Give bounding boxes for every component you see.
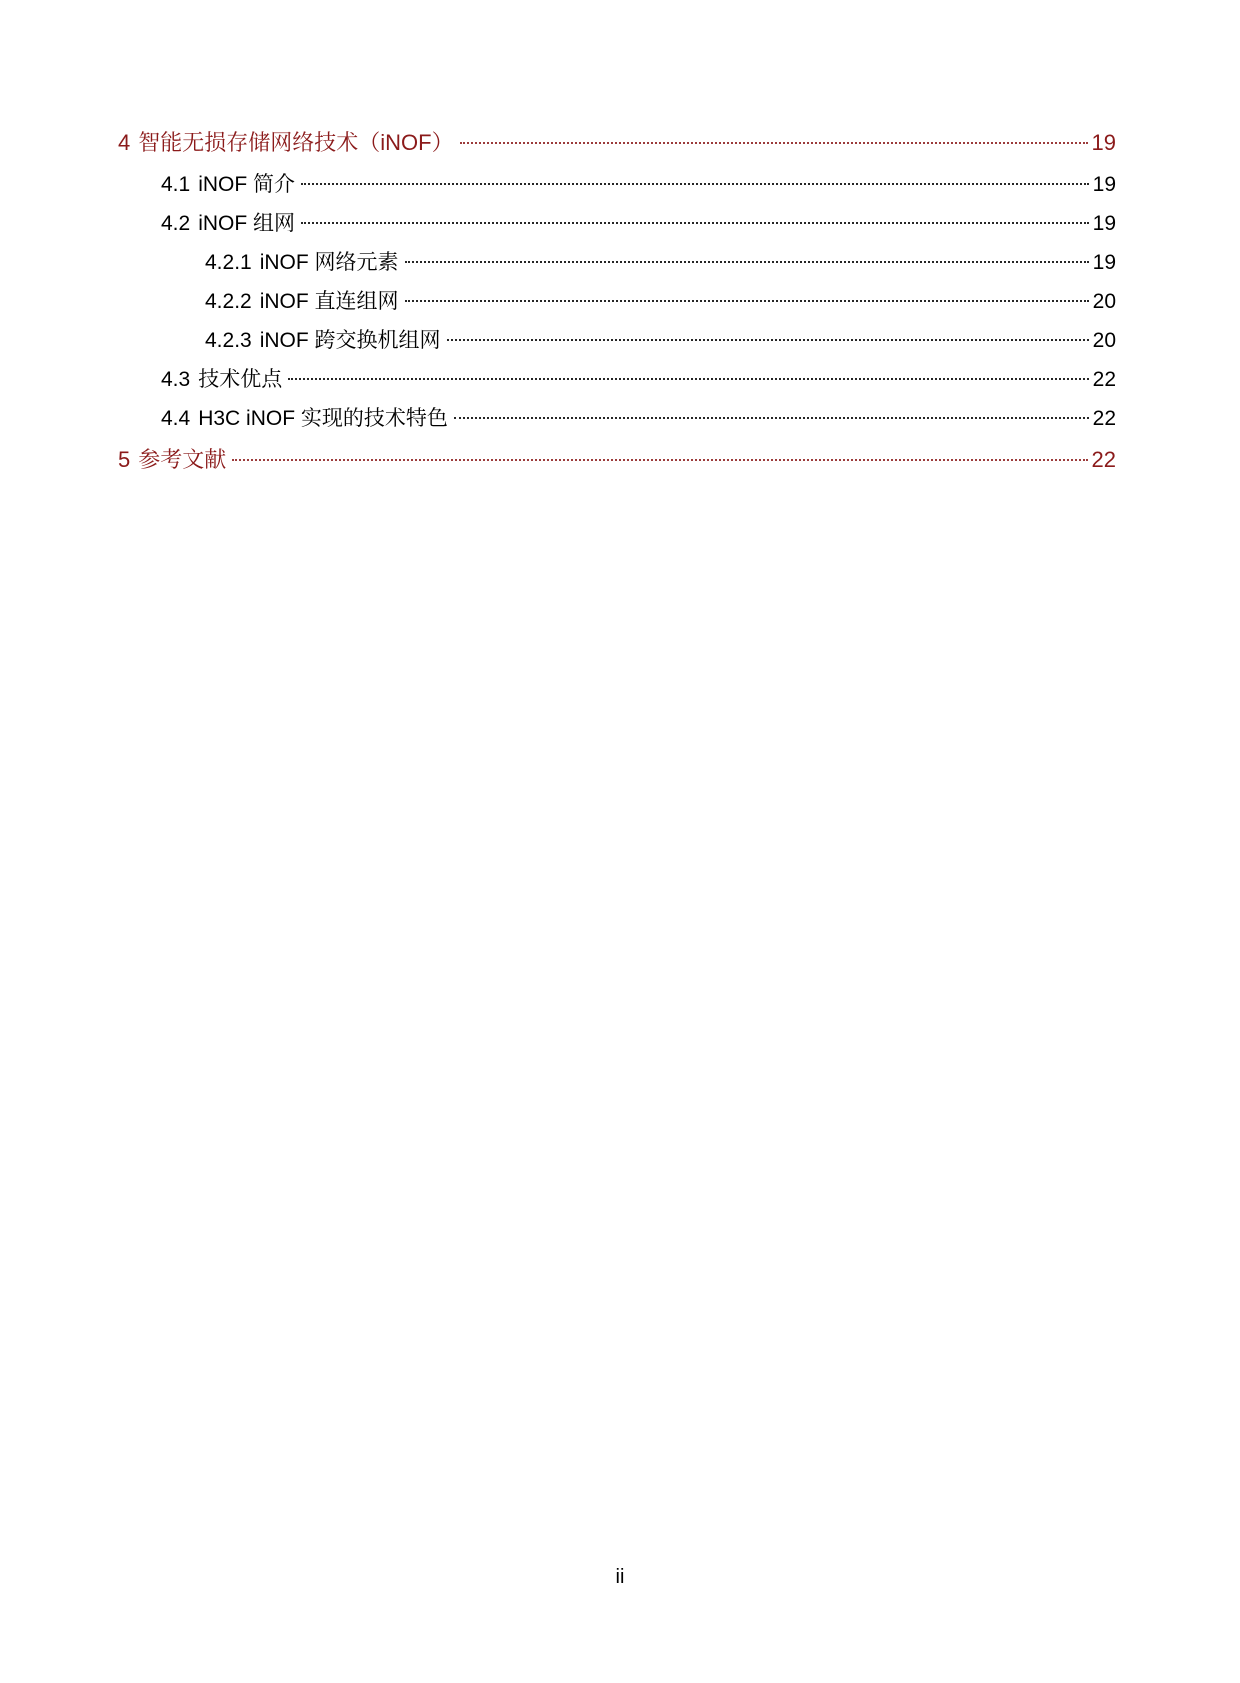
toc-entry-page: 20 bbox=[1092, 290, 1116, 313]
toc-entry-title: iNOF 简介 bbox=[198, 173, 296, 196]
toc-entry-title: iNOF 跨交换机组网 bbox=[259, 329, 441, 352]
toc-entry-4-1[interactable] bbox=[0, 171, 1116, 199]
toc-entry-number: 4.3 bbox=[161, 368, 191, 391]
toc-entry-title: 参考文献 bbox=[138, 447, 227, 472]
toc-entry-title: 技术优点 bbox=[198, 368, 283, 391]
toc-dot-leader bbox=[405, 300, 1089, 302]
toc-entry-number: 4.2.1 bbox=[205, 251, 252, 274]
toc-dot-leader bbox=[288, 378, 1088, 380]
toc-entry-page: 19 bbox=[1091, 130, 1116, 155]
toc-entry-number: 4.2.3 bbox=[205, 329, 252, 352]
toc-entry-chapter-4[interactable] bbox=[0, 129, 1116, 157]
toc-entry-number: 4.4 bbox=[161, 407, 191, 430]
toc-entry-page: 22 bbox=[1092, 368, 1116, 391]
toc-dot-leader bbox=[301, 183, 1089, 185]
toc-entry-page: 19 bbox=[1092, 173, 1116, 196]
toc-dot-leader bbox=[405, 261, 1089, 263]
toc-entry-page: 22 bbox=[1091, 447, 1116, 472]
toc-dot-leader bbox=[232, 459, 1087, 461]
toc-entry-title: iNOF 组网 bbox=[198, 212, 296, 235]
toc-entry-page: 22 bbox=[1092, 407, 1116, 430]
toc-entry-4-3[interactable] bbox=[0, 366, 1116, 394]
toc-entry-number: 4.2 bbox=[161, 212, 191, 235]
toc-dot-leader bbox=[301, 222, 1089, 224]
toc-dot-leader bbox=[460, 142, 1088, 144]
toc-entry-number: 4.2.2 bbox=[205, 290, 252, 313]
toc-entry-chapter-5[interactable] bbox=[0, 446, 1116, 474]
toc-entry-title: H3C iNOF 实现的技术特色 bbox=[198, 407, 448, 430]
toc-entry-number: 4.1 bbox=[161, 173, 191, 196]
toc-entry-title: iNOF 直连组网 bbox=[259, 290, 399, 313]
toc-entry-page: 19 bbox=[1092, 212, 1116, 235]
toc-dot-leader bbox=[447, 339, 1089, 341]
toc-entry-page: 19 bbox=[1092, 251, 1116, 274]
toc-entry-4-2[interactable] bbox=[0, 210, 1116, 238]
toc-entry-title: 智能无损存储网络技术（iNOF） bbox=[138, 130, 454, 155]
toc-dot-leader bbox=[454, 417, 1089, 419]
toc-entry-4-4[interactable] bbox=[0, 405, 1116, 433]
toc-entry-title: iNOF 网络元素 bbox=[259, 251, 399, 274]
toc-entry-page: 20 bbox=[1092, 329, 1116, 352]
toc-entry-4-2-3[interactable] bbox=[0, 327, 1116, 355]
toc-entry-4-2-1[interactable] bbox=[0, 249, 1116, 277]
toc-entry-number: 4 bbox=[118, 130, 131, 155]
page-number-footer: ii bbox=[615, 1566, 625, 1588]
toc-entry-number: 5 bbox=[118, 447, 131, 472]
toc-entry-4-2-2[interactable] bbox=[0, 288, 1116, 316]
